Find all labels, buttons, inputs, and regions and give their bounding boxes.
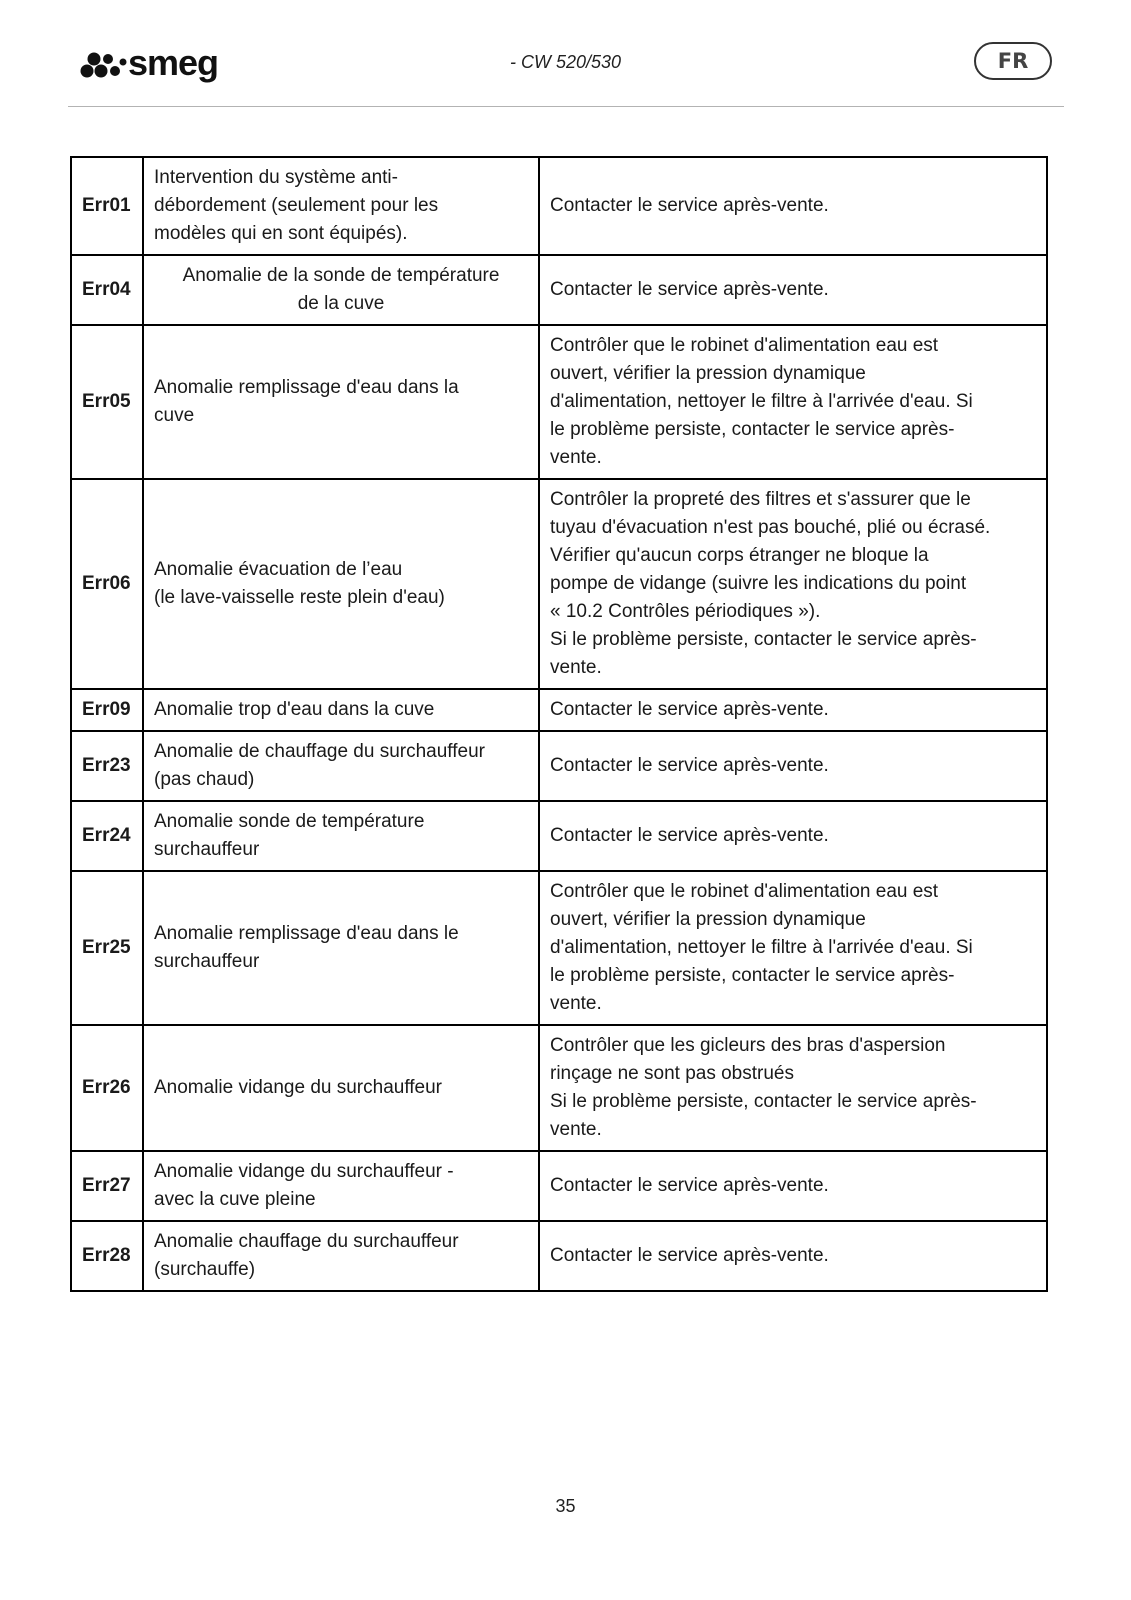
error-description-cell: Intervention du système anti- débordement (seulement pour les modèles qui en sont équipés). (143, 157, 539, 255)
error-description-cell: Anomalie évacuation de l’eau (le lave-vaisselle reste plein d'eau) (143, 479, 539, 689)
table-row (71, 325, 1047, 479)
table-row (71, 801, 1047, 871)
table-row (71, 689, 1047, 731)
error-description-cell: Anomalie vidange du surchauffeur (143, 1025, 539, 1151)
page-number: 35 (555, 1496, 576, 1516)
error-code-cell: Err05 (71, 325, 143, 479)
error-code-cell: Err28 (71, 1221, 143, 1291)
error-action-cell: Contacter le service après-vente. (539, 1221, 1047, 1291)
error-code-cell: Err25 (71, 871, 143, 1025)
table-row (71, 1025, 1047, 1151)
error-description-cell: Anomalie de chauffage du surchauffeur (pas chaud) (143, 731, 539, 801)
table-row (71, 1151, 1047, 1221)
error-description-cell: Anomalie remplissage d'eau dans la cuve (143, 325, 539, 479)
table-row (71, 255, 1047, 325)
error-code-cell: Err27 (71, 1151, 143, 1221)
language-badge: FR (974, 42, 1052, 80)
error-description-cell: Anomalie chauffage du surchauffeur (surchauffe) (143, 1221, 539, 1291)
error-description-cell: Anomalie sonde de température surchauffeur (143, 801, 539, 871)
error-description-cell: Anomalie trop d'eau dans la cuve (143, 689, 539, 731)
error-action-cell: Contrôler que le robinet d'alimentation eau est ouvert, vérifier la pression dynamique d'alimentation, nettoyer le filtre à l'arrivée d'eau. Si le problème persiste, contacter le service après- vente. (539, 325, 1047, 479)
header-divider (68, 106, 1064, 107)
error-code-cell: Err24 (71, 801, 143, 871)
error-action-cell: Contacter le service après-vente. (539, 689, 1047, 731)
model-reference: - CW 520/530 (509, 52, 622, 72)
error-code-cell: Err09 (71, 689, 143, 731)
error-action-cell: Contacter le service après-vente. (539, 1151, 1047, 1221)
error-action-cell: Contacter le service après-vente. (539, 157, 1047, 255)
table-row (71, 479, 1047, 689)
error-code-cell: Err01 (71, 157, 143, 255)
error-code-cell: Err23 (71, 731, 143, 801)
error-description-cell: Anomalie de la sonde de température de la cuve (143, 255, 539, 325)
error-code-cell: Err06 (71, 479, 143, 689)
svg-text:smeg: smeg (128, 42, 219, 83)
error-action-cell: Contacter le service après-vente. (539, 255, 1047, 325)
error-description-cell: Anomalie vidange du surchauffeur - avec la cuve pleine (143, 1151, 539, 1221)
error-action-cell: Contrôler la propreté des filtres et s'assurer que le tuyau d'évacuation n'est pas bouché, plié ou écrasé. Vérifier qu'aucun corps étranger ne bloque la pompe de vidange (suivre les indications du point « 10.2 Contrôles périodiques »). Si le problème persiste, contacter le service après- vente. (539, 479, 1047, 689)
error-code-table (70, 156, 1048, 1292)
error-code-cell: Err04 (71, 255, 143, 325)
table-row (71, 871, 1047, 1025)
error-code-cell: Err26 (71, 1025, 143, 1151)
table-row (71, 1221, 1047, 1291)
error-description-cell: Anomalie remplissage d'eau dans le surchauffeur (143, 871, 539, 1025)
error-action-cell: Contacter le service après-vente. (539, 731, 1047, 801)
error-action-cell: Contrôler que le robinet d'alimentation eau est ouvert, vérifier la pression dynamique d'alimentation, nettoyer le filtre à l'arrivée d'eau. Si le problème persiste, contacter le service après- vente. (539, 871, 1047, 1025)
page-header (0, 0, 1131, 110)
table-row (71, 157, 1047, 255)
table-row (71, 731, 1047, 801)
error-action-cell: Contacter le service après-vente. (539, 801, 1047, 871)
error-action-cell: Contrôler que les gicleurs des bras d'aspersion rinçage ne sont pas obstrués Si le problème persiste, contacter le service après- vente. (539, 1025, 1047, 1151)
